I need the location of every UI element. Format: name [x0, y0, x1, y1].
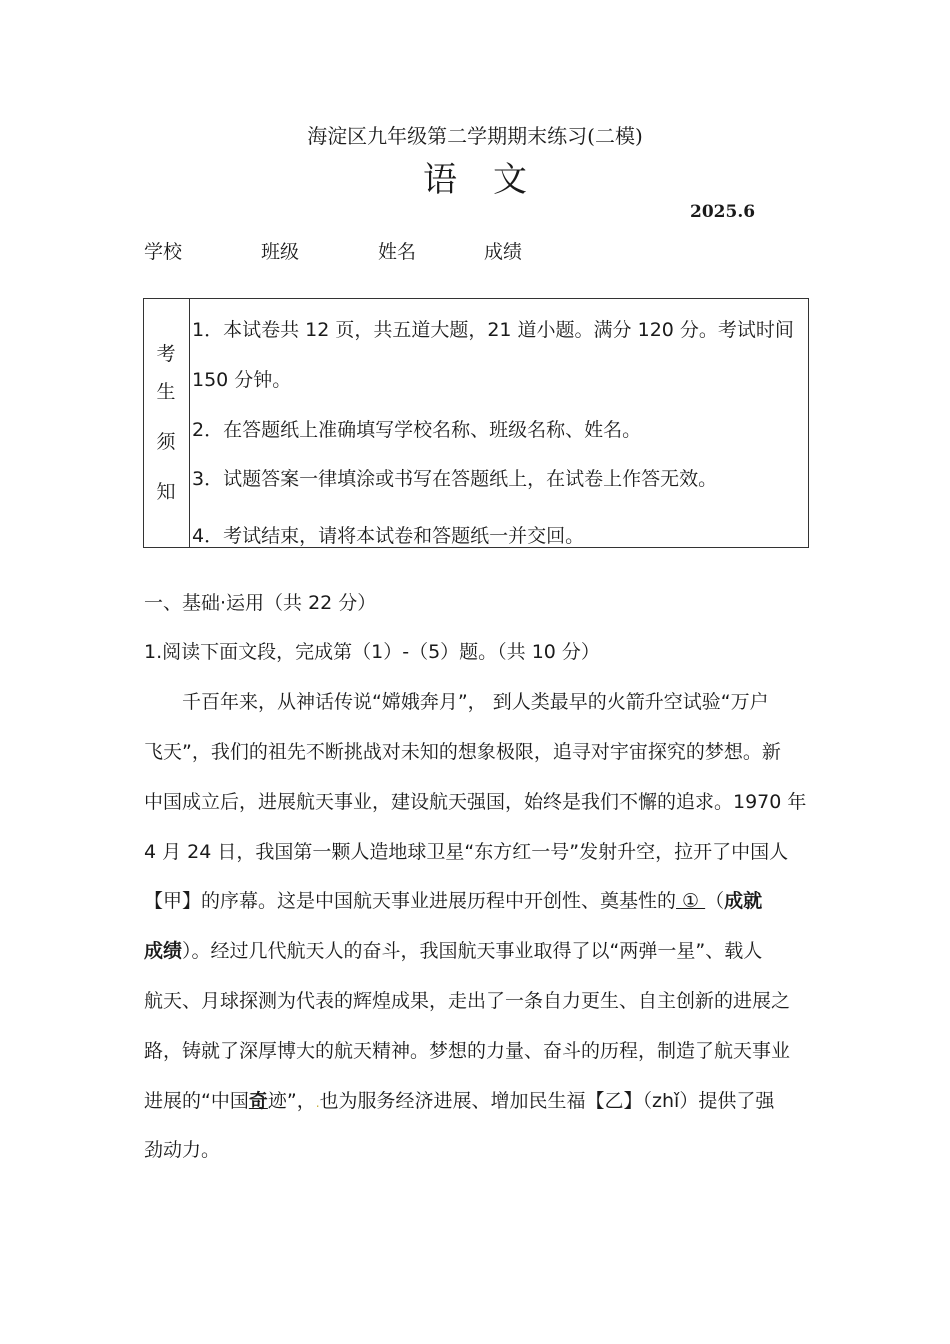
passage-text: 迹”，: [267, 1090, 316, 1112]
passage-line: 中国成立后，进展航天事业，建设航天强国，始终是我们不懈的追求。1970 年: [144, 791, 807, 813]
exam-notice-box: [143, 298, 809, 548]
passage-text: 【甲】的序幕。这是中国航天事业进展历程中开创性、奠基性的: [144, 890, 677, 912]
passage-line: 劲动力。: [144, 1139, 221, 1161]
notice-item-1: 1．本试卷共 12 页，共五道大题，21 道小题。满分 120 分。考试时间: [192, 319, 794, 341]
passage-text: 进展的“中国: [144, 1090, 249, 1112]
word-choice-option-a: 成就: [724, 890, 763, 912]
section-title: 一、基础·运用（共 22 分）: [144, 592, 377, 614]
passage-line: [144, 1086, 774, 1113]
emphasized-character: 奇: [248, 1090, 268, 1112]
passage-line: 千百年来，从神话传说“嫦娥奔月”， 到人类最早的火箭升空试验“万户: [182, 691, 769, 713]
passage-line: 路，铸就了深厚博大的航天精神。梦想的力量、奋斗的历程，制造了航天事业: [144, 1040, 791, 1062]
passage-text: （: [705, 890, 725, 912]
score-label: 成绩: [484, 241, 523, 263]
class-label: 班级: [261, 241, 300, 263]
exam-title: 海淀区九年级第二学期期末练习(二模): [307, 124, 643, 148]
notice-item-1-cont: 150 分钟。: [192, 369, 292, 391]
notice-label-char: 生: [156, 381, 176, 403]
subject-title: 语文: [423, 160, 563, 200]
exam-date: 2025.6: [690, 202, 756, 222]
passage-line: [144, 886, 762, 913]
passage-line: [144, 936, 762, 963]
school-label: 学校: [144, 241, 183, 263]
passage-line: 4 月 24 日，我国第一颗人造地球卫星“东方红一号”发射升空，拉开了中国人: [144, 841, 789, 863]
notice-item-2: 2．在答题纸上准确填写学校名称、班级名称、姓名。: [192, 419, 642, 441]
passage-text: 也为服务经济进展、增加民生福【乙】（zhǐ）提供了强: [319, 1090, 775, 1112]
passage-line: 飞天”，我们的祖先不断挑战对未知的想象极限，追寻对宇宙探究的梦想。新: [144, 741, 781, 763]
notice-label-char: 考: [156, 343, 176, 365]
passage-text: ）。经过几代航天人的奋斗，我国航天事业取得了以“两弹一星”、载人: [182, 940, 763, 962]
passage-line: 航天、月球探测为代表的辉煌成果，走出了一条自力更生、自主创新的进展之: [144, 990, 791, 1012]
dot-mark: .: [315, 1096, 320, 1110]
question-title: 1.阅读下面文段，完成第（1）-（5）题。（共 10 分）: [144, 641, 600, 663]
notice-item-3: 3．试题答案一律填涂或书写在答题纸上，在试卷上作答无效。: [192, 468, 718, 490]
word-choice-option-b: 成绩: [144, 940, 183, 962]
fill-blank-1: ①: [676, 890, 706, 912]
notice-label-char: 须: [156, 431, 176, 453]
notice-label-char: 知: [156, 481, 176, 503]
notice-item-4: 4．考试结束，请将本试卷和答题纸一并交回。: [192, 525, 585, 547]
notice-label-column: [144, 299, 190, 547]
name-label: 姓名: [378, 241, 417, 263]
